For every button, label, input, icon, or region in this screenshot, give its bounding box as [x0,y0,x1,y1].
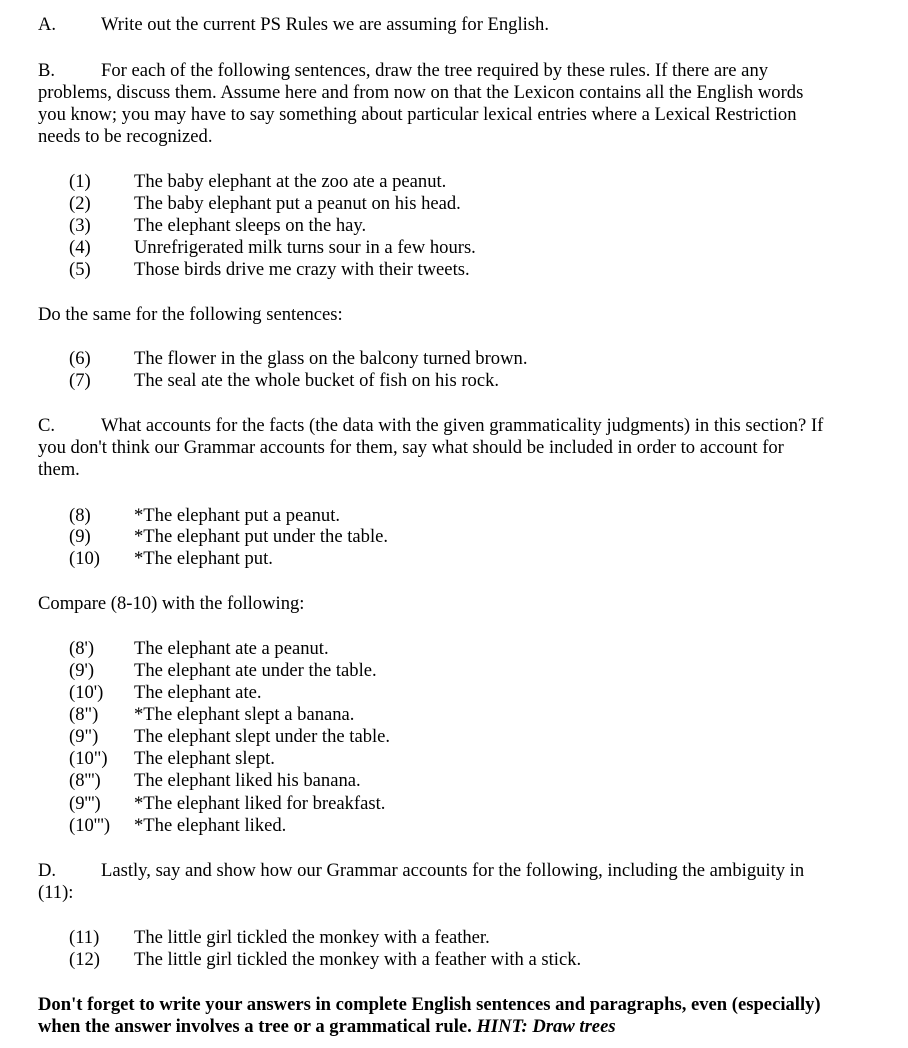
section-c-line1: What accounts for the facts (the data with the given grammaticality judgments) in this section? If [101,415,824,436]
item-number: (8) [69,505,91,526]
section-b-line1: For each of the following sentences, draw the tree required by these rules. If there are any [101,60,769,81]
example-sentence: The little girl tickled the monkey with a feather. [134,927,490,948]
example-sentence: Unrefrigerated milk turns sour in a few hours. [134,237,476,258]
section-c-line2: you don't think our Grammar accounts for them, say what should be included in order to account for [38,437,784,458]
example-sentence: *The elephant liked. [134,815,287,836]
item-number: (11) [69,927,100,948]
item-number: (12) [69,949,100,970]
section-d-letter: D. [38,860,57,881]
example-sentence: The seal ate the whole bucket of fish on his rock. [134,370,500,391]
item-number: (4) [69,237,91,258]
section-c-line3: them. [38,459,80,480]
example-sentence: *The elephant liked for breakfast. [134,793,386,814]
item-number: (7) [69,370,91,391]
section-b-line2: problems, discuss them. Assume here and from now on that the Lexicon contains all the English words [38,82,804,103]
item-number: (10") [69,748,108,769]
same-intro: Do the same for the following sentences: [38,304,343,325]
example-sentence: Those birds drive me crazy with their tweets. [134,259,470,280]
item-number: (2) [69,193,91,214]
section-c-letter: C. [38,415,56,436]
item-number: (5) [69,259,91,280]
item-number: (1) [69,171,91,192]
example-sentence: The elephant ate. [134,682,262,703]
example-sentence: The elephant ate under the table. [134,660,377,681]
item-number: (9) [69,526,91,547]
example-sentence: *The elephant put. [134,548,273,569]
item-number: (9''') [69,793,101,814]
section-b-line4: needs to be recognized. [38,126,213,147]
section-d-line1: Lastly, say and show how our Grammar accounts for the following, including the ambiguity in [101,860,805,881]
item-number: (3) [69,215,91,236]
example-sentence: The little girl tickled the monkey with a feather with a stick. [134,949,582,970]
item-number: (8') [69,638,95,659]
example-sentence: The elephant slept. [134,748,275,769]
example-sentence: The baby elephant put a peanut on his head. [134,193,461,214]
section-a-letter: A. [38,14,57,35]
footer-line2 [38,1016,616,1039]
section-b-letter: B. [38,60,56,81]
item-number: (9') [69,660,95,681]
example-sentence: The elephant sleeps on the hay. [134,215,367,236]
section-a-text: Write out the current PS Rules we are assuming for English. [101,14,549,35]
item-number: (10') [69,682,104,703]
footer-hint: HINT: Draw trees [476,1016,616,1037]
item-number: (10''') [69,815,111,836]
footer-line1: Don't forget to write your answers in complete English sentences and paragraphs, even (especially) [38,994,821,1015]
example-sentence: *The elephant put under the table. [134,526,389,547]
example-sentence: The flower in the glass on the balcony turned brown. [134,348,528,369]
example-sentence: *The elephant slept a banana. [134,704,355,725]
item-number: (8") [69,704,99,725]
footer-line2-bold: when the answer involves a tree or a grammatical rule. [38,1016,472,1037]
section-d-line2: (11): [38,882,74,903]
example-sentence: *The elephant put a peanut. [134,505,341,526]
example-sentence: The baby elephant at the zoo ate a peanut. [134,171,447,192]
item-number: (6) [69,348,91,369]
compare-intro: Compare (8-10) with the following: [38,593,305,614]
item-number: (9") [69,726,99,747]
item-number: (8''') [69,770,101,791]
example-sentence: The elephant slept under the table. [134,726,391,747]
section-b-line3: you know; you may have to say something about particular lexical entries where a Lexical Restriction [38,104,797,125]
example-sentence: The elephant liked his banana. [134,770,361,791]
item-number: (10) [69,548,100,569]
example-sentence: The elephant ate a peanut. [134,638,329,659]
